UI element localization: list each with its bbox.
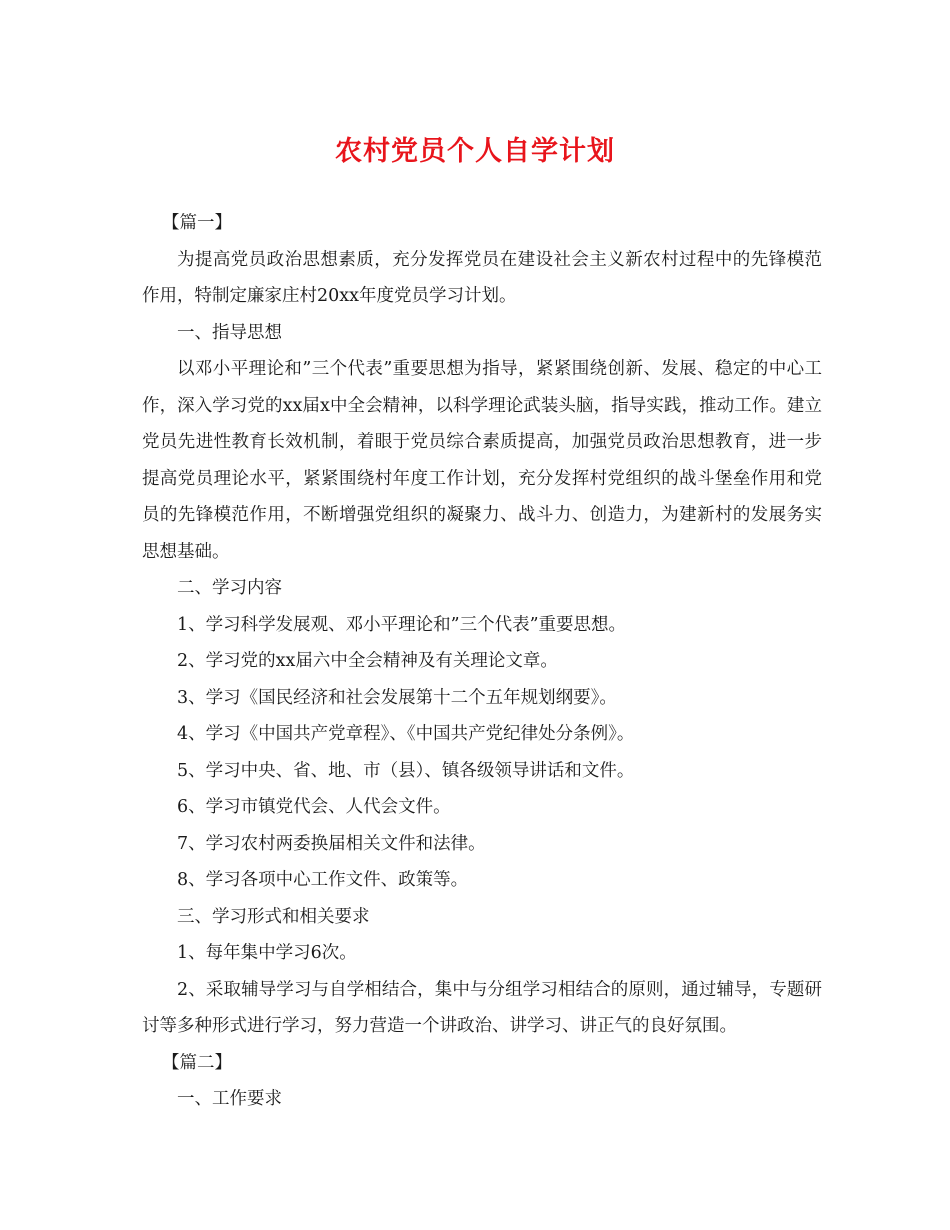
document-body [142,205,822,1118]
section-heading: 一、指导思想 [177,322,282,343]
section-marker: 【篇二】 [162,1052,232,1073]
list-item: 6、学习市镇党代会、人代会文件。 [177,797,451,817]
section-marker: 【篇一】 [162,213,232,233]
body-paragraph: 以邓小平理论和”三个代表”重要思想为指导，紧紧围绕创新、发展、稳定的中心工作，深入学习党的xx届x中全会精神，以科学理论武装头脑，指导实践，推动工作。建立党员先进性教育长效机制，着眼于党员综合素质提高，加强党员政治思想教育，进一步提高党员理论水平，紧紧围绕村年度工作计划，充分发挥村党组织的战斗堡垒作用和党员的先锋模范作用，不断增强党组织的凝聚力、战斗力、创造力，为建新村的发展务实思想基础。 [142,359,822,562]
list-item: 3、学习《国民经济和社会发展第十二个五年规划纲要》。 [177,687,617,708]
document-title: 农村党员个人自学计划 [335,136,615,167]
list-item: 4、学习《中国共产党章程》、《中国共产党纪律处分条例》。 [177,724,635,744]
list-item: 1、学习科学发展观、邓小平理论和”三个代表”重要思想。 [177,614,627,635]
list-item: 2、学习党的xx届六中全会精神及有关理论文章。 [177,651,558,671]
list-item: 7、学习农村两委换届相关文件和法律。 [177,833,486,854]
list-item: 5、学习中央、省、地、市（县）、镇各级领导讲话和文件。 [177,760,635,781]
section-heading: 二、学习内容 [177,578,282,598]
list-item: 8、学习各项中心工作文件、政策等。 [177,870,469,890]
list-item: 1、每年集中学习6次。 [177,943,357,963]
list-item: 2、采取辅导学习与自学相结合，集中与分组学习相结合的原则，通过辅导，专题研讨等多种形式进行学习，努力营造一个讲政治、讲学习、讲正气的良好氛围。 [142,979,822,1036]
body-paragraph: 为提高党员政治思想素质，充分发挥党员在建设社会主义新农村过程中的先锋模范作用，特制定廉家庄村20xx年度党员学习计划。 [142,249,822,306]
section-heading: 三、学习形式和相关要求 [177,906,370,927]
section-heading: 一、工作要求 [177,1089,282,1109]
